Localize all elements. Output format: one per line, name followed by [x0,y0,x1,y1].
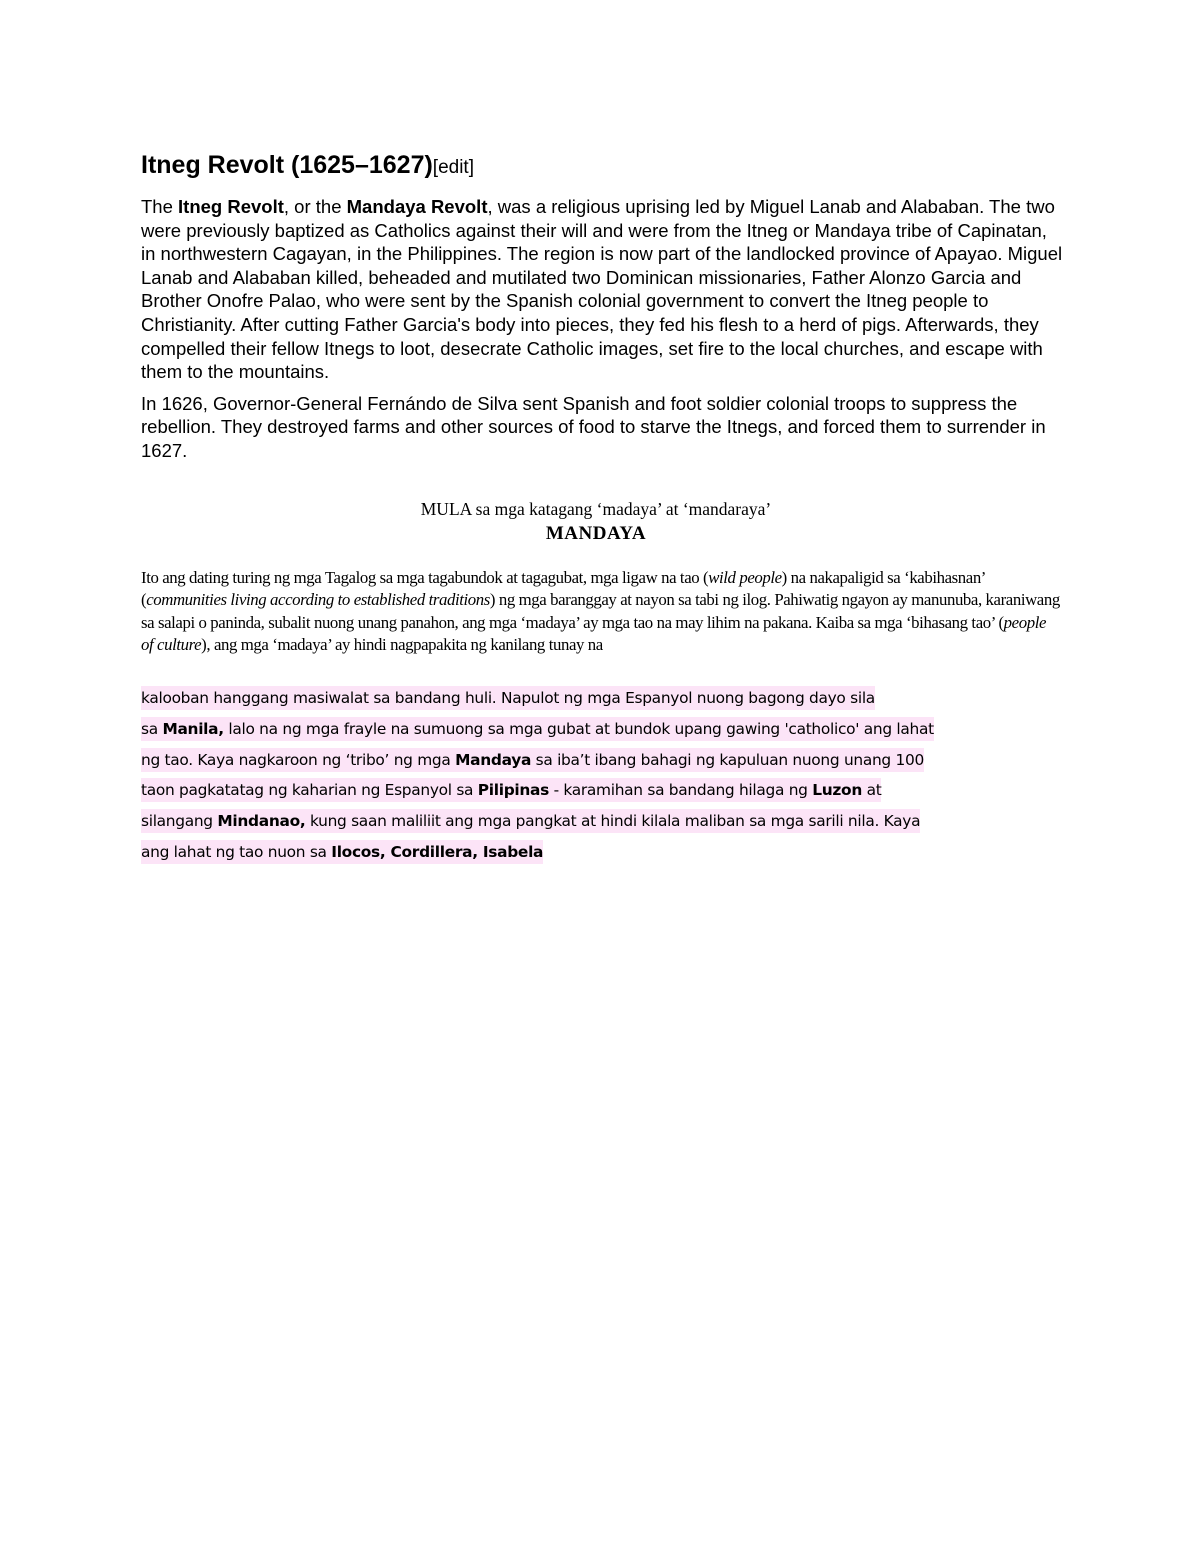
highlight-text [141,778,881,802]
highlight-line [141,745,1061,776]
text-span: sa [141,719,163,738]
text-span: silangang [141,812,218,831]
highlight-text [141,840,543,864]
text-span: sa iba’t ibang bahagi ng kapuluan nuong unang 100 [531,750,924,769]
text-span: ng tao. Kaya nagkaroon ng ‘tribo’ ng mga [141,750,456,769]
bold-term-luzon: Luzon [812,781,862,800]
document-page [141,148,1061,868]
text-span: at [861,781,882,800]
bold-term-mindanao: Mindanao, [217,812,306,831]
text-span: lalo na ng mga frayle na sumuong sa mga gubat at bundok upang gawing 'catholico' ang lahat [223,719,934,738]
bold-term-mandaya-revolt: Mandaya Revolt [346,196,488,217]
text-span: ) ng mga baranggay at nayon sa tabi ng ilog. Pahiwatig ngayon ay manunuba, karaniwang sa salapi o paninda, subalit nuong unang panahon, ang mga ‘madaya’ ay mga tao na may lihim na pakana. Kaiba sa mga ‘bihasang tao’ ( [141,590,1060,632]
text-span: The [141,196,179,217]
paragraph-itneg-revolt [141,195,1063,384]
bold-term-manila: Manila, [162,719,224,738]
highlight-line [141,683,1061,714]
bold-term-pilipinas: Pilipinas [477,781,549,800]
highlight-line [141,806,1061,837]
highlight-text [141,717,934,741]
paragraph-suppression: In 1626, Governor-General Fernándo de Silva sent Spanish and foot soldier colonial troops to suppress the rebellion. They destroyed farms and other sources of food to starve the Itnegs, and forced them to surrender in 1627. [141,392,1046,461]
italic-term: wild people [708,567,782,587]
mandaya-title: MANDAYA [545,522,647,544]
text-span: , or the [283,196,347,217]
text-span: taon pagkatatag ng kaharian ng Espanyol sa [141,781,478,800]
highlight-line [141,775,1061,806]
section-heading [141,148,1061,185]
text-span: - karamihan sa bandang hilaga ng [548,781,813,800]
bold-term-itneg-revolt: Itneg Revolt [178,196,284,217]
bold-term-mandaya: Mandaya [455,750,532,769]
highlight-text [141,748,924,772]
edit-link[interactable]: [edit] [432,157,474,178]
text-span: ang lahat ng tao nuon sa [141,842,332,861]
highlight-text [141,809,920,833]
highlight-text: kalooban hanggang masiwalat sa bandang huli. Napulot ng mga Espanyol nuong bagong dayo sila [141,686,875,710]
highlight-line [141,837,1061,868]
mula-line: MULA sa mga katagang ‘madaya’ at ‘mandaraya’ [420,498,772,519]
paragraph-tagalog [141,567,1061,657]
highlighted-paragraph [141,683,1061,868]
text-span: ), ang mga ‘madaya’ ay hindi nagpapakita ng kanilang tunay na [201,635,603,655]
italic-term: people of culture [141,612,1047,655]
text-span: , was a religious uprising led by Miguel Lanab and Alababan. The two were previously baptized as Catholics against their will and were from the Itneg or Mandaya tribe of Capinatan, in northwestern Cagayan, in the Philippines. The region is now part of the landlocked province of Apayao. Miguel Lanab and Alababan killed, beheaded and mutilated two Dominican missionaries, Father Alonzo Garcia and Brother Onofre Palao, who were sent by the Spanish colonial government to convert the Itneg people to Christianity. After cutting Father Garcia's body into pieces, they fed his flesh to a herd of pigs. Afterwards, they compelled their fellow Itnegs to loot, desecrate Catholic images, set fire to the local churches, and escape with them to the mountains. [141,196,1063,383]
bold-term-places: Ilocos, Cordillera, Isabela [331,842,544,861]
highlight-line [141,714,1061,745]
text-span: Ito ang dating turing ng mga Tagalog sa mga tagabundok at tagagubat, mga ligaw na tao ( [141,567,709,587]
text-span: ) na nakapaligid sa ‘kabihasnan’ ( [141,567,985,610]
heading-title: Itneg Revolt (1625–1627) [141,151,433,179]
text-span: kung saan maliliit ang mga pangkat at hindi kilala maliban sa mga sarili nila. Kaya [305,812,921,831]
italic-term: communities living according to established traditions [146,590,490,610]
